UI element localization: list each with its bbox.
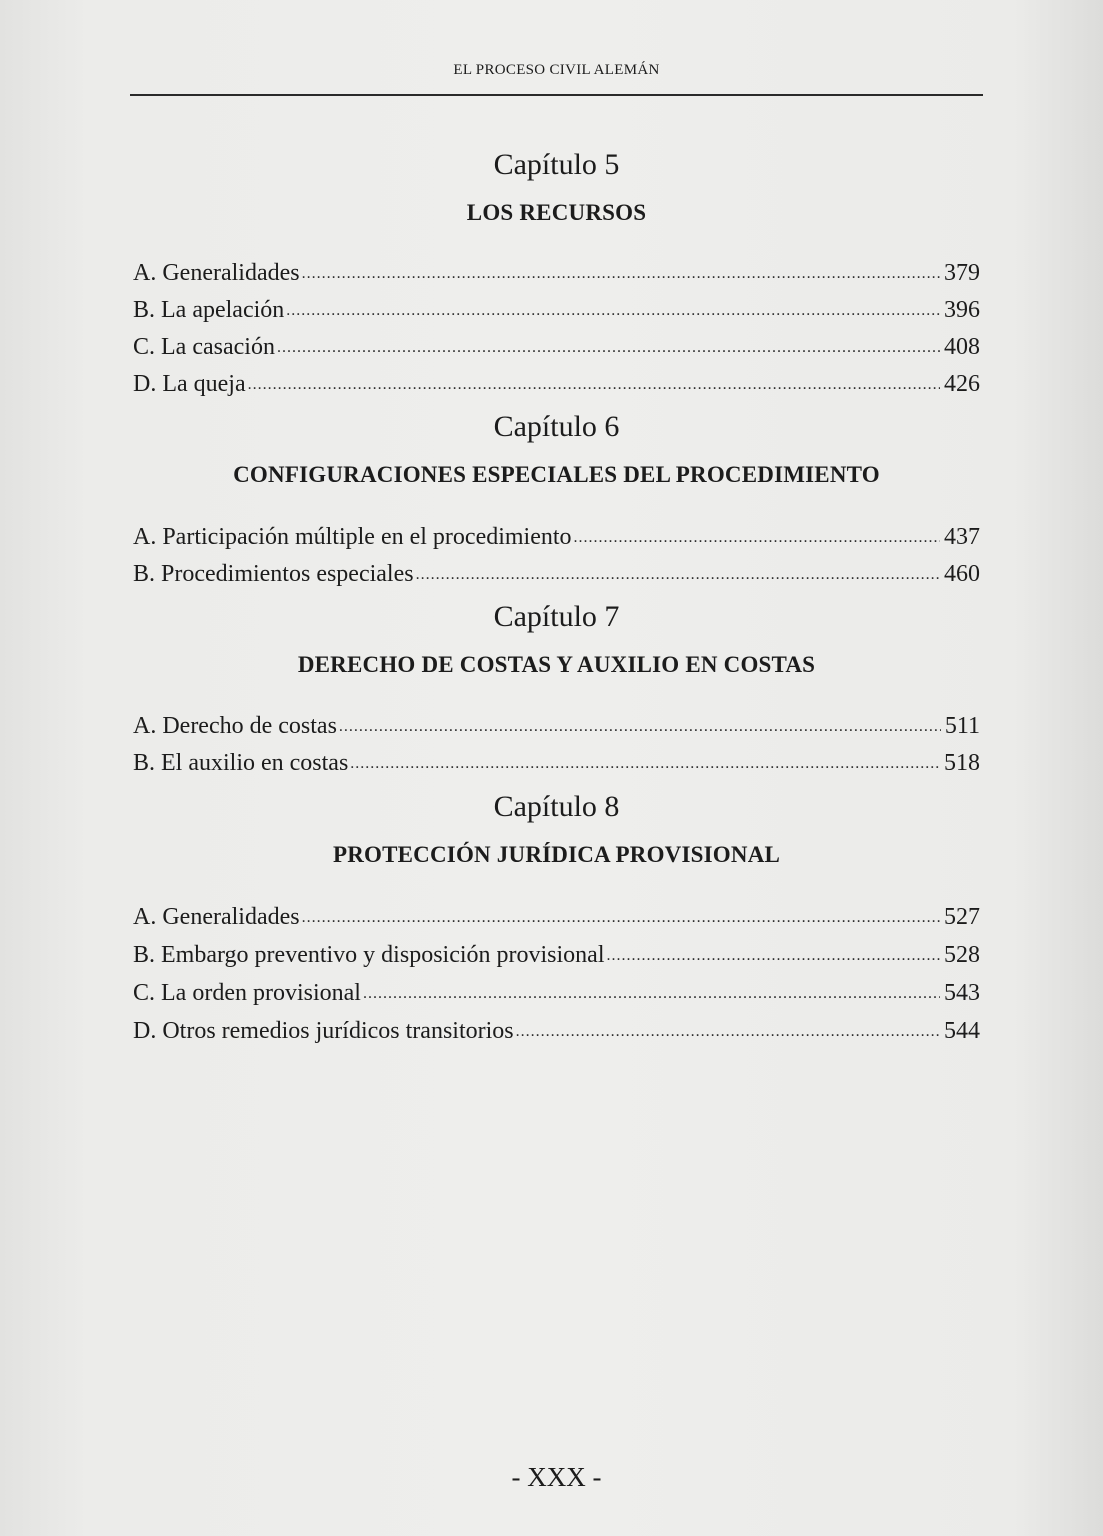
- toc-entry-label: D. Otros remedios jurídicos transitorios: [133, 1018, 514, 1044]
- toc-entry-page: 544: [944, 1018, 980, 1044]
- toc-entry-page: 518: [944, 750, 980, 776]
- toc-entry-label: B. Embargo preventivo y disposición provisional: [133, 942, 605, 968]
- dot-leader: [248, 370, 940, 400]
- toc-entry-label: D. La queja: [133, 371, 246, 397]
- toc-entry-page: 396: [944, 297, 980, 323]
- toc-entry-page: 437: [944, 524, 980, 550]
- dot-leader: [339, 712, 941, 742]
- toc-entry[interactable]: [133, 940, 980, 970]
- toc-entry-label: C. La casación: [133, 334, 275, 360]
- toc-entry-label: A. Participación múltiple en el procedimiento: [133, 524, 572, 550]
- toc-entry-page: 528: [944, 942, 980, 968]
- toc-entry[interactable]: [133, 258, 980, 288]
- toc-entry-label: C. La orden provisional: [133, 980, 361, 1006]
- toc-entry-page: 426: [944, 371, 980, 397]
- toc-entry-page: 460: [944, 561, 980, 587]
- toc-entry[interactable]: [133, 522, 980, 552]
- dot-leader: [286, 296, 940, 326]
- dot-leader: [416, 560, 940, 590]
- toc-entry-page: 379: [944, 260, 980, 286]
- toc-entry-label: B. El auxilio en costas: [133, 750, 349, 776]
- dot-leader: [350, 749, 940, 779]
- toc-entry[interactable]: [133, 1016, 980, 1046]
- toc-entry-label: A. Generalidades: [133, 260, 300, 286]
- dot-leader: [277, 333, 940, 363]
- toc-entry[interactable]: [133, 711, 980, 741]
- toc-entry-label: A. Derecho de costas: [133, 713, 337, 739]
- toc-entry[interactable]: [133, 902, 980, 932]
- chapter-5-subtitle: LOS RECURSOS: [466, 200, 647, 225]
- chapter-6-title: Capítulo 6: [493, 410, 620, 443]
- chapter-6-subtitle: CONFIGURACIONES ESPECIALES DEL PROCEDIMIENTO: [233, 462, 880, 487]
- toc-entry-label: B. La apelación: [133, 297, 285, 323]
- chapter-7-title: Capítulo 7: [493, 600, 620, 633]
- running-header: EL PROCESO CIVIL ALEMÁN: [453, 62, 660, 78]
- toc-entry-page: 511: [944, 713, 980, 739]
- toc-entry[interactable]: [133, 978, 980, 1008]
- dot-leader: [302, 903, 940, 933]
- chapter-8-subtitle: PROTECCIÓN JURÍDICA PROVISIONAL: [332, 842, 781, 867]
- toc-entry-page: 408: [944, 334, 980, 360]
- chapter-5-title: Capítulo 5: [493, 148, 620, 181]
- toc-entry[interactable]: [133, 295, 980, 325]
- chapter-8-title: Capítulo 8: [493, 790, 620, 823]
- chapter-7-subtitle: DERECHO DE COSTAS Y AUXILIO EN COSTAS: [297, 652, 816, 677]
- toc-entry[interactable]: [133, 369, 980, 399]
- toc-entry[interactable]: [133, 332, 980, 362]
- toc-entry-page: 527: [944, 904, 980, 930]
- toc-entry-label: B. Procedimientos especiales: [133, 561, 414, 587]
- dot-leader: [516, 1017, 940, 1047]
- dot-leader: [574, 523, 940, 553]
- toc-entry[interactable]: [133, 559, 980, 589]
- page-number: - XXX -: [511, 1462, 602, 1492]
- dot-leader: [363, 979, 940, 1009]
- dot-leader: [302, 259, 940, 289]
- toc-entry-label: A. Generalidades: [133, 904, 300, 930]
- toc-entry-page: 543: [944, 980, 980, 1006]
- dot-leader: [607, 941, 940, 971]
- toc-entry[interactable]: [133, 748, 980, 778]
- header-rule: [130, 94, 983, 96]
